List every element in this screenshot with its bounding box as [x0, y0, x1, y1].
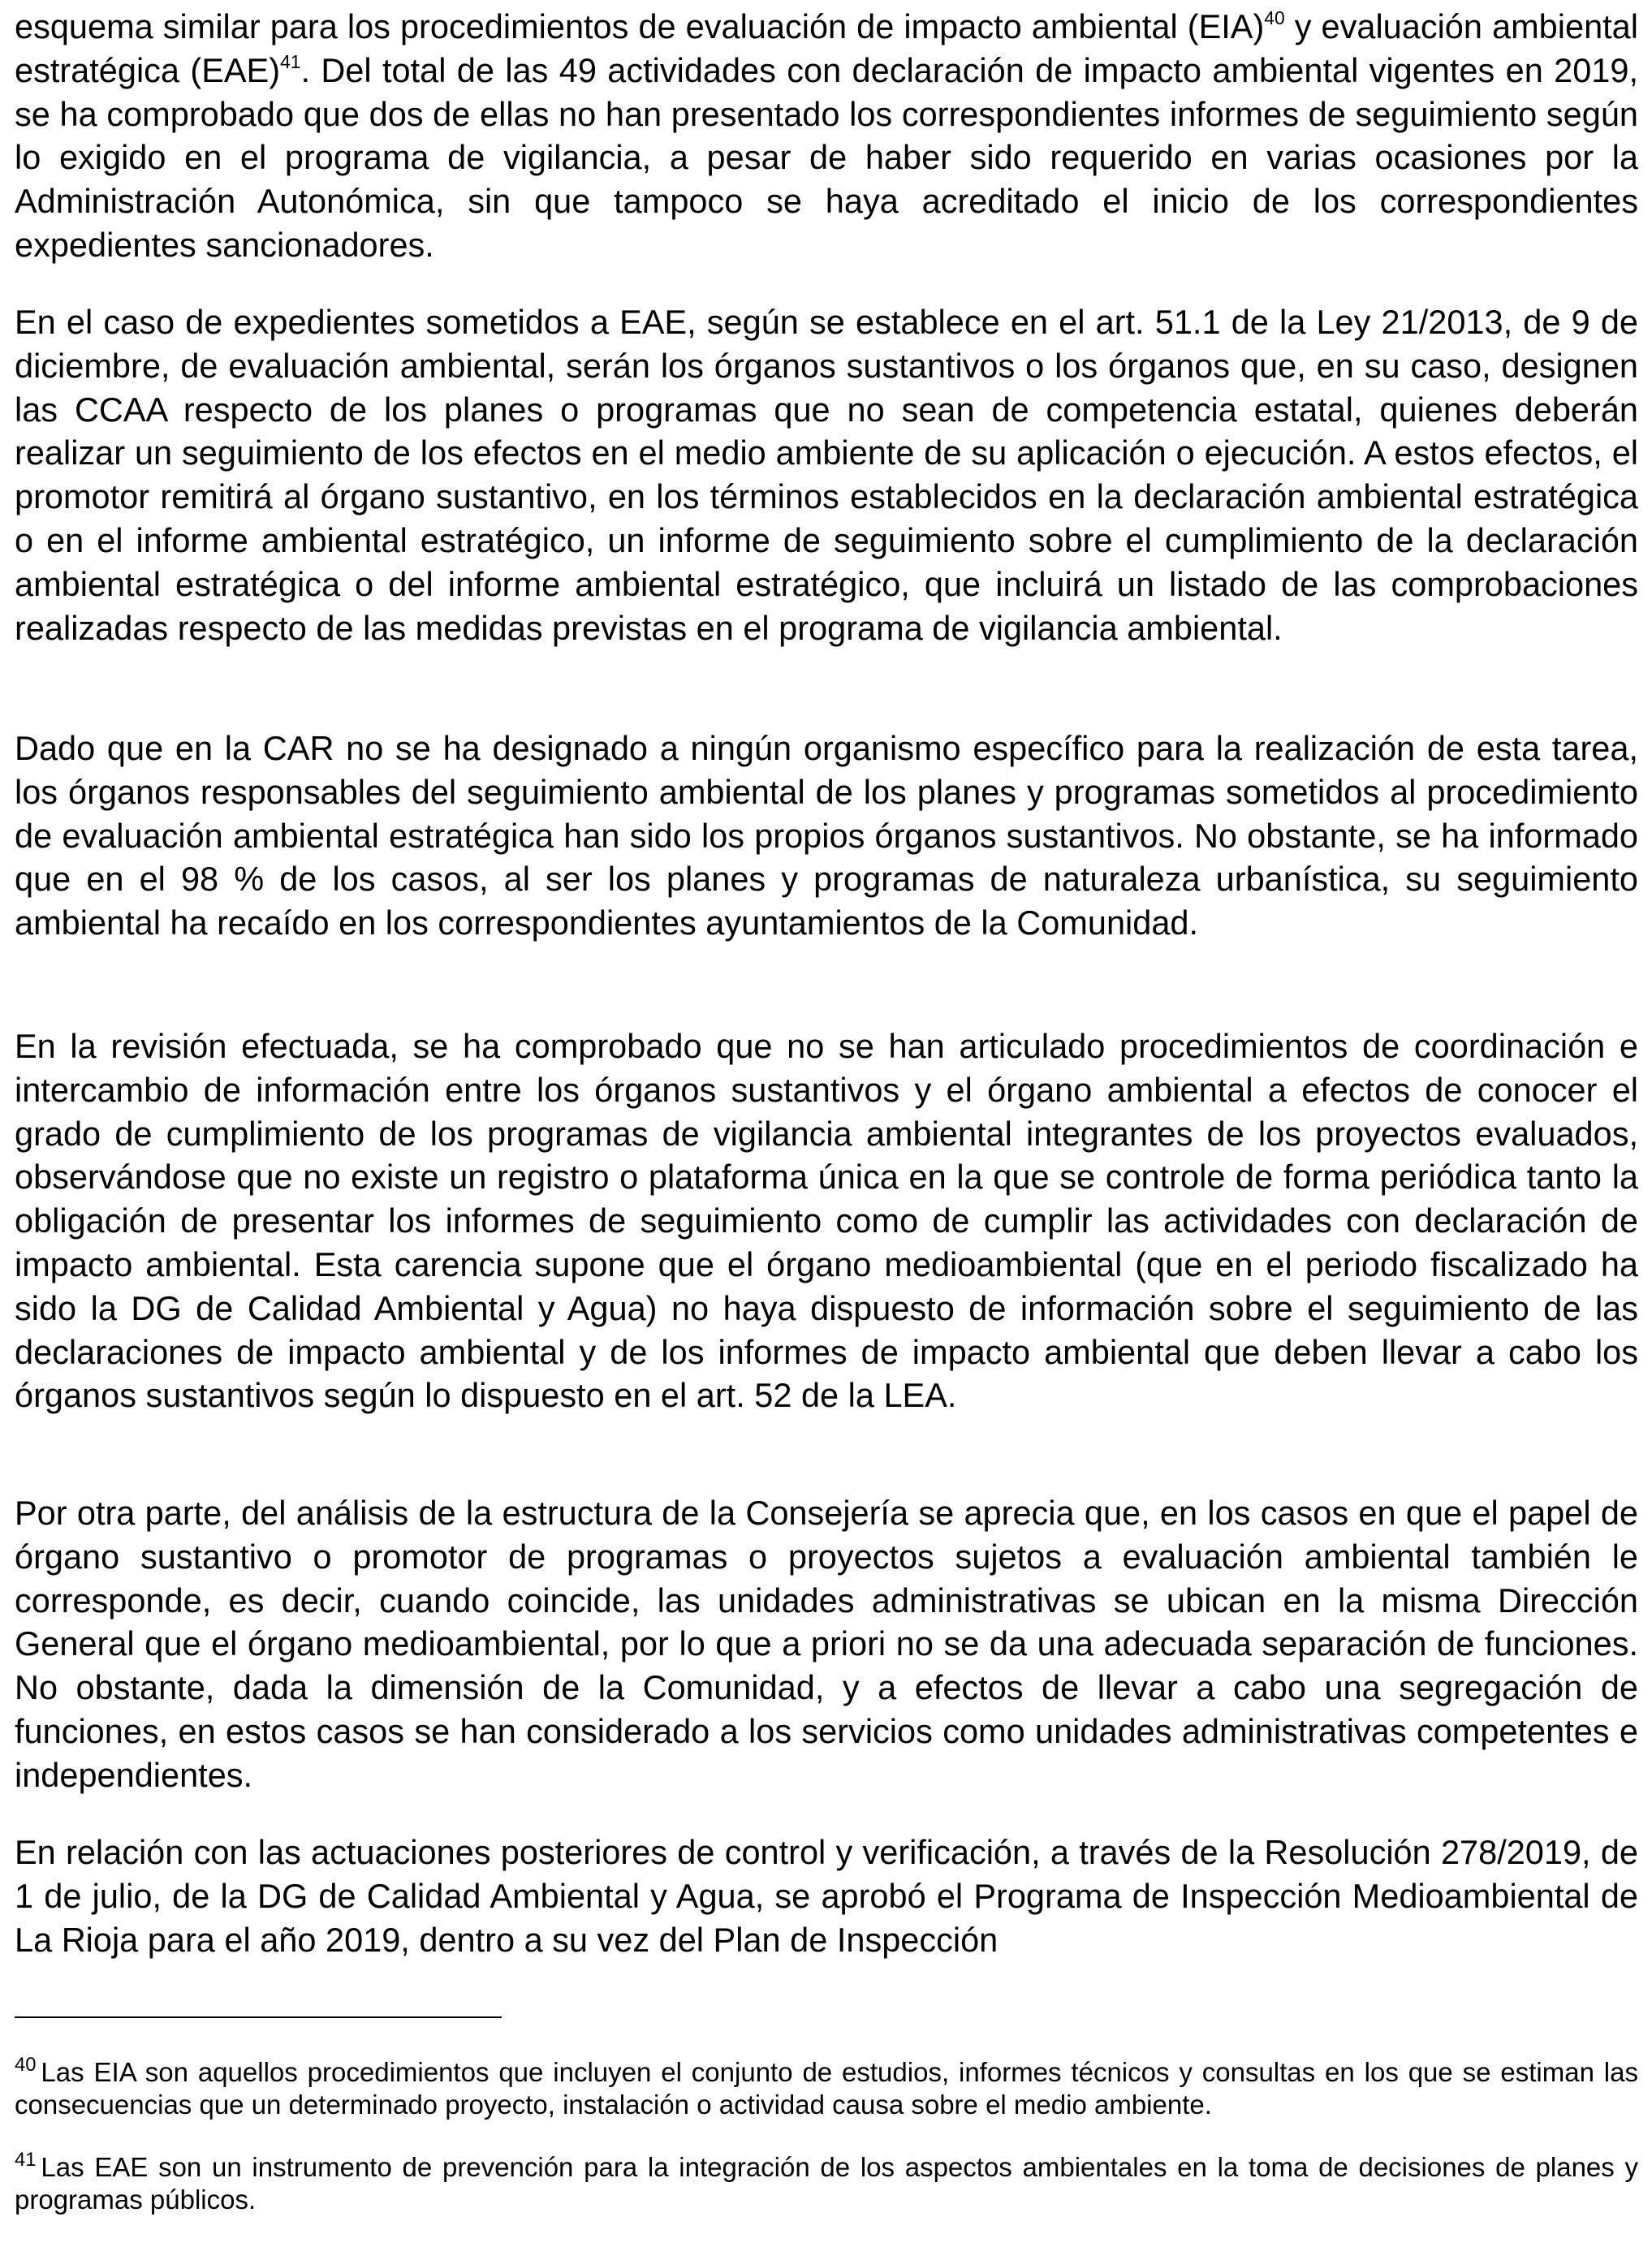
paragraph-revision-efectuada: En la revisión efectuada, se ha comprobado que no se han articulado procedimientos de coordinación e intercambio de información entre los órganos sustantivos y el órgano ambiental a efectos de conocer el grado de cumplimiento de los programas de vigilancia ambiental integrantes de los proyectos evaluados, observándose que no existe un registro o plataforma única en la que se controle de forma periódica tanto la obligación de presentar los informes de seguimiento como de cumplir las actividades con declaración de impacto ambiental. Esta carencia supone que el órgano medioambiental (que en el periodo fiscalizado ha sido la DG de Calidad Ambiental y Agua) no haya dispuesto de información sobre el seguimiento de las declaraciones de impacto ambiental y de los informes de impacto ambiental que deben llevar a cabo los órganos sustantivos según lo dispuesto en el art. 52 de la LEA.: [15, 1027, 1638, 1415]
paragraph-control-verificacion: En relación con las actuaciones posteriores de control y verificación, a través de la Resolución 278/2019, de 1 de julio, de la DG de Calidad Ambiental y Agua, se aprobó el Programa de Inspección Medioambiental de La Rioja para el año 2019, dentro a su vez del Plan de Inspección: [15, 1833, 1638, 1959]
footnote-41: [15, 2148, 1638, 2216]
footnote-number: 40: [15, 2053, 37, 2076]
document-page: [15, 0, 1638, 2247]
footnote-ref-40[interactable]: 40: [1264, 6, 1285, 28]
paragraph-car-organismo: Dado que en la CAR no se ha designado a ningún organismo específico para la realización de esta tarea, los órganos responsables del seguimiento ambiental de los planes y programas sometidos al procedimiento de evaluación ambiental estratégica han sido los propios órganos sustantivos. No obstante, se ha informado que en el 98 % de los casos, al ser los planes y programas de naturaleza urbanística, su seguimiento ambiental ha recaído en los correspondientes ayuntamientos de la Comunidad.: [15, 729, 1638, 942]
paragraph-text: y evaluación ambiental estratégica (EAE): [15, 7, 1638, 89]
paragraph-estructura-consejeria: Por otra parte, del análisis de la estructura de la Consejería se aprecia que, en los casos en que el papel de órgano sustantivo o promotor de programas o proyectos sujetos a evaluación ambiental también le corresponde, es decir, cuando coincide, las unidades administrativas se ubican en la misma Dirección General que el órgano medioambiental, por lo que a priori no se da una adecuada separación de funciones. No obstante, dada la dimensión de la Comunidad, y a efectos de llevar a cabo una segregación de funciones, en estos casos se han considerado a los servicios como unidades administrativas competentes e independientes.: [15, 1494, 1638, 1794]
paragraph-text: . Del total de las 49 actividades con declaración de impacto ambiental vigentes en 2019, se ha comprobado que dos de ellas no han presentado los correspondientes informes de seguimiento según lo exigido en el programa de vigilancia, a pesar de haber sido requerido en varias ocasiones por la Administración Autonómica, sin que tampoco se haya acreditado el inicio de los correspondientes expedientes sancionadores.: [15, 50, 1638, 264]
footnote-separator: [15, 2016, 502, 2018]
paragraph-eae-expedientes: En el caso de expedientes sometidos a EAE, según se establece en el art. 51.1 de la Ley 21/2013, de 9 de diciembre, de evaluación ambiental, serán los órganos sustantivos o los órganos que, en su caso, designen las CCAA respecto de los planes o programas que no sean de competencia estatal, quienes deberán realizar un seguimiento de los efectos en el medio ambiente de su aplicación o ejecución. A estos efectos, el promotor remitirá al órgano sustantivo, en los términos establecidos en la declaración ambiental estratégica o en el informe ambiental estratégico, un informe de seguimiento sobre el cumplimiento de la declaración ambiental estratégica o del informe ambiental estratégico, que incluirá un listado de las comprobaciones realizadas respecto de las medidas previstas en el programa de vigilancia ambiental.: [15, 303, 1638, 647]
footnote-text: Las EAE son un instrumento de prevención para la integración de los aspectos ambientales en la toma de decisiones de planes y programas públicos.: [15, 2152, 1638, 2215]
footnote-text: Las EIA son aquellos procedimientos que incluyen el conjunto de estudios, informes técnicos y consultas en los que se estiman las consecuencias que un determinado proyecto, instalación o actividad causa sobre el medio ambiente.: [15, 2057, 1638, 2120]
footnote-40: [15, 2053, 1638, 2121]
paragraph-text: esquema similar para los procedimientos de evaluación de impacto ambiental (EIA): [15, 7, 1265, 45]
footnote-number: 41: [15, 2148, 37, 2171]
footnote-ref-41[interactable]: 41: [280, 50, 301, 72]
paragraph-eia-eae-followup: [15, 5, 1638, 267]
